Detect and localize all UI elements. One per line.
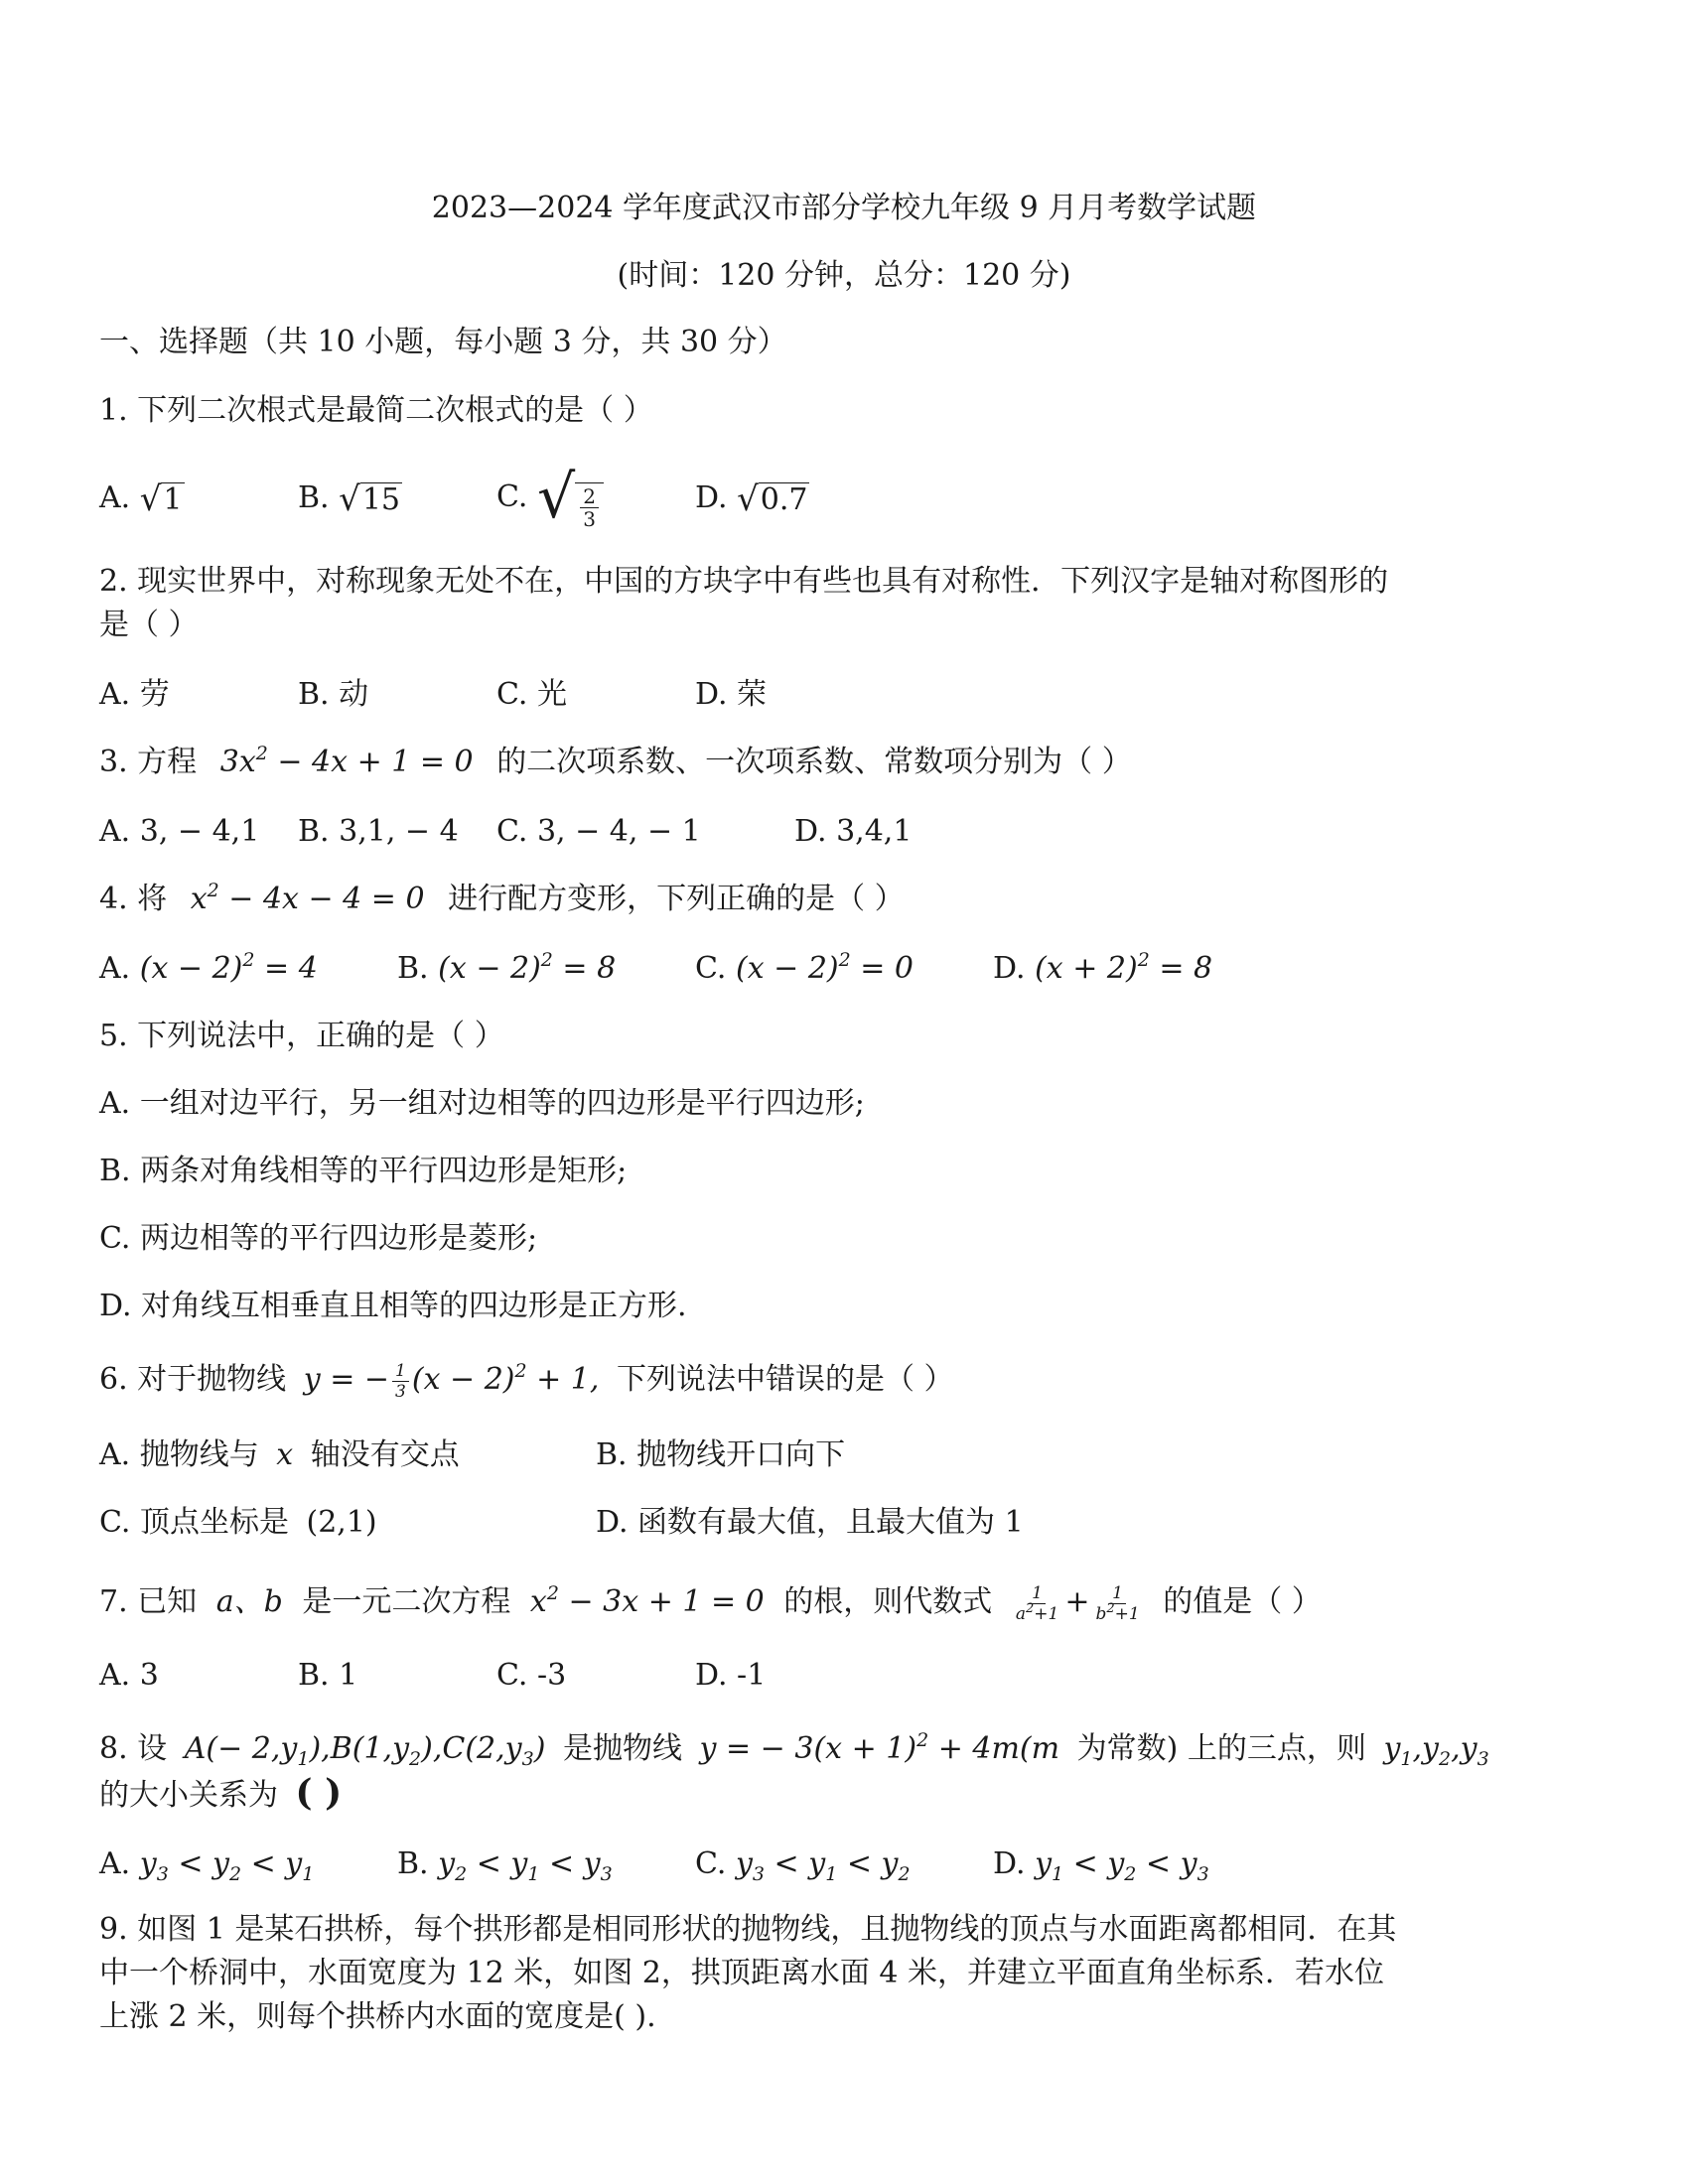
q1-option-d bbox=[695, 478, 809, 519]
q7-option-d: D. -1 bbox=[695, 1658, 767, 1693]
q1-option-c bbox=[496, 463, 604, 532]
q1-option-b bbox=[298, 478, 402, 519]
option-label: D. bbox=[695, 480, 728, 515]
q6-option-b: B. 抛物线开口向下 bbox=[596, 1437, 846, 1472]
q2-option-a: A. 劳 bbox=[99, 677, 170, 712]
q5-option-b: B. 两条对角线相等的平行四边形是矩形; bbox=[99, 1154, 628, 1188]
question-2-stem-line1: 2. 现实世界中，对称现象无处不在，中国的方块字中有些也具有对称性．下列汉字是轴对称图形的 bbox=[99, 564, 1389, 599]
q3-option-a: A. 3, − 4,1 bbox=[99, 814, 260, 849]
sqrt-expression: √ 15 bbox=[339, 479, 400, 519]
q1-option-a bbox=[99, 478, 185, 519]
q3-option-d: D. 3,4,1 bbox=[794, 814, 913, 849]
question-9-line2: 中一个桥洞中，水面宽度为 12 米，如图 2，拱顶距离水面 4 米，并建立平面直角坐标系．若水位 bbox=[99, 1956, 1385, 1990]
question-3-stem: 3. 方程 $3x^2 - 4x + 1 = 0$ 的二次项系数、一次项系数、常数项分别为（ ） bbox=[99, 743, 1132, 779]
fraction-expression: $\frac{1}{a^2+1}$ + $\frac{1}{b^2+1}$ bbox=[1015, 1582, 1140, 1624]
parabola-equation: y = − $\frac{1}{3}$ $(x - 2)^2 + 1$, bbox=[303, 1360, 600, 1402]
q6-option-a: A. 抛物线与 x 轴没有交点 bbox=[99, 1437, 460, 1472]
section-heading: 一、选择题（共 10 小题，每小题 3 分，共 30 分） bbox=[99, 325, 787, 359]
question-8-stem-line2: 的大小关系为 ( ) bbox=[99, 1772, 343, 1814]
q4-option-a: A. $(x - 2)^2 = 4$ bbox=[99, 949, 318, 986]
option-label: C. bbox=[496, 479, 528, 514]
q6-option-d: D. 函数有最大值，且最大值为 1 bbox=[596, 1505, 1024, 1540]
q7-option-a: A. 3 bbox=[99, 1658, 159, 1693]
equation: $x^2 - 3x + 1 = 0$ bbox=[529, 1582, 765, 1619]
q8-option-d: D. $y_1 < y_2 < y_3$ bbox=[993, 1846, 1209, 1885]
question-9-line1: 9. 如图 1 是某石拱桥，每个拱形都是相同形状的抛物线，且抛物线的顶点与水面距离都相同．在其 bbox=[99, 1912, 1397, 1947]
question-6-stem: 6. 对于抛物线 y = − $\frac{1}{3}$ $(x - 2)^2 + 1$, 下列说法中错误的是（ ） bbox=[99, 1360, 954, 1402]
q5-option-c: C. 两边相等的平行四边形是菱形; bbox=[99, 1221, 538, 1256]
q2-option-b: B. 动 bbox=[298, 677, 369, 712]
question-1-stem: 1. 下列二次根式是最简二次根式的是（ ） bbox=[99, 393, 653, 428]
sqrt-fraction-expression: √ $\frac{2}{3}$ bbox=[537, 463, 604, 532]
question-7-stem: 7. 已知 a、b 是一元二次方程 $x^2 - 3x + 1 = 0$ 的根，则代数式 $\frac{1}{a^2+1}$ + $\frac{1}{b^2+1}$ 的值是（ ） bbox=[99, 1582, 1322, 1624]
equation: $x^2 - 4x - 4 = 0$ bbox=[190, 880, 425, 916]
q2-option-c: C. 光 bbox=[496, 677, 567, 712]
option-label: B. bbox=[298, 480, 330, 515]
exam-title: 2023—2024 学年度武汉市部分学校九年级 9 月月考数学试题 bbox=[431, 191, 1257, 225]
q7-option-b: B. 1 bbox=[298, 1658, 358, 1693]
equation: $3x^2 - 4x + 1 = 0$ bbox=[219, 743, 474, 779]
q2-option-d: D. 荣 bbox=[695, 677, 768, 712]
q3-option-c: C. 3, − 4, − 1 bbox=[496, 814, 701, 849]
exam-subtitle: (时间：120 分钟，总分：120 分) bbox=[617, 258, 1071, 293]
q4-option-c: C. $(x - 2)^2 = 0$ bbox=[695, 949, 914, 986]
q5-option-d: D. 对角线互相垂直且相等的四边形是正方形. bbox=[99, 1289, 687, 1323]
sqrt-expression: √ 1 bbox=[139, 479, 183, 519]
q8-option-a: A. $y_3 < y_2 < y_1$ bbox=[99, 1846, 315, 1885]
q4-option-b: B. $(x - 2)^2 = 8$ bbox=[397, 949, 617, 986]
q7-option-c: C. -3 bbox=[496, 1658, 567, 1693]
q6-option-c: C. 顶点坐标是 (2,1) bbox=[99, 1505, 377, 1540]
q8-option-b: B. $y_2 < y_1 < y_3$ bbox=[397, 1846, 613, 1885]
q3-option-b: B. 3,1, − 4 bbox=[298, 814, 459, 849]
question-4-stem: 4. 将 $x^2 - 4x - 4 = 0$ 进行配方变形，下列正确的是（ ） bbox=[99, 880, 905, 916]
question-8-stem-line1: 8. 设 $A(- 2,y_1),B(1,y_2),C(2,y_3)$ 是抛物线 y = − $3(x + 1)^2 + 4m(m$ 为常数) 上的三点，则 $y_1,y_2,y_3$ bbox=[99, 1729, 1489, 1770]
question-2-stem-line2: 是（ ） bbox=[99, 608, 199, 642]
q4-option-d: D. $(x + 2)^2 = 8$ bbox=[993, 949, 1213, 986]
q5-option-a: A. 一组对边平行，另一组对边相等的四边形是平行四边形; bbox=[99, 1086, 865, 1121]
q8-option-c: C. $y_3 < y_1 < y_2$ bbox=[695, 1846, 911, 1885]
sqrt-expression: √ 0.7 bbox=[737, 479, 808, 519]
option-label: A. bbox=[99, 480, 131, 515]
question-5-stem: 5. 下列说法中，正确的是（ ） bbox=[99, 1019, 504, 1053]
question-9-line3: 上涨 2 米，则每个拱桥内水面的宽度是( ). bbox=[99, 1999, 656, 2034]
